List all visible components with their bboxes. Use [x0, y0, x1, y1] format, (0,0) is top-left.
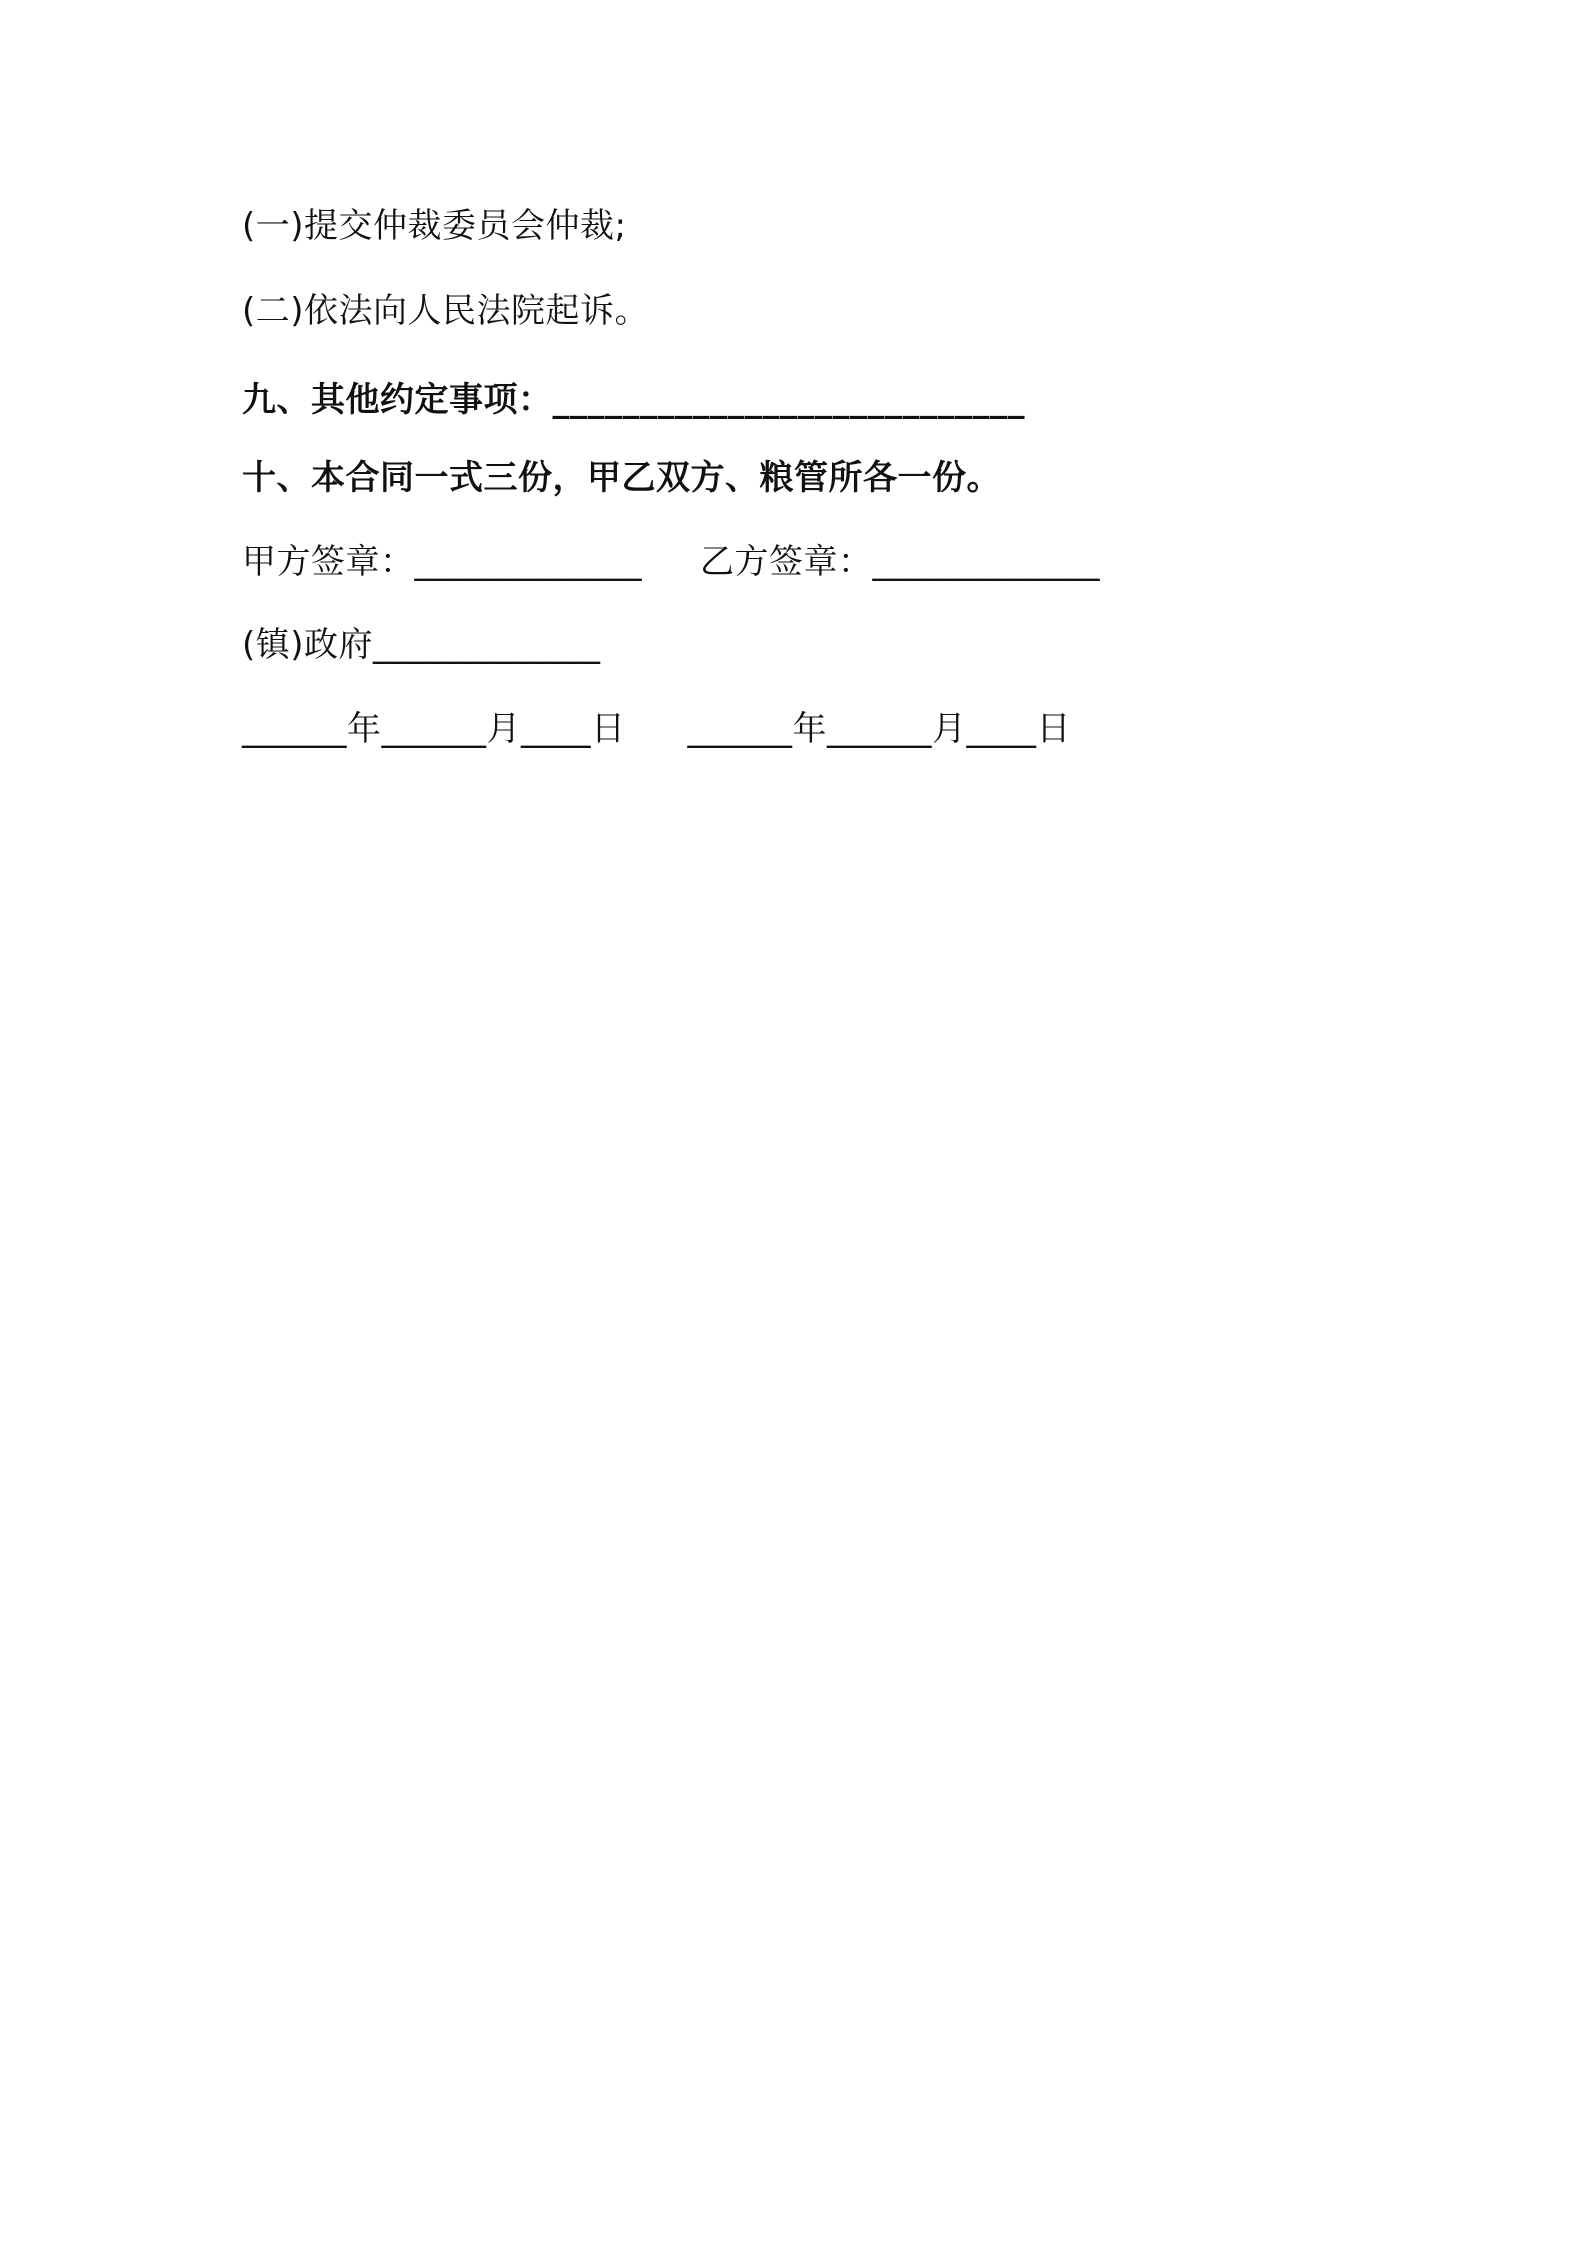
date-row: [242, 708, 1071, 750]
town-government-signature: (镇)政府_____________: [242, 625, 601, 665]
clause-9-other-matters: 九、其他约定事项：___________________________: [242, 380, 1025, 420]
party-b-signature: 乙方签章：_____________: [700, 542, 1100, 582]
dispute-option-2: (二)依法向人民法院起诉。: [242, 291, 650, 331]
signature-row: [242, 541, 1100, 583]
clause-10-copies: 十、本合同一式三份，甲乙双方、粮管所各一份。: [242, 458, 1001, 498]
date-left: ______年______月____日: [242, 709, 626, 749]
party-a-signature: 甲方签章：_____________: [242, 542, 642, 582]
date-right: ______年______月____日: [687, 709, 1071, 749]
dispute-option-1: (一)提交仲裁委员会仲裁;: [242, 206, 627, 246]
